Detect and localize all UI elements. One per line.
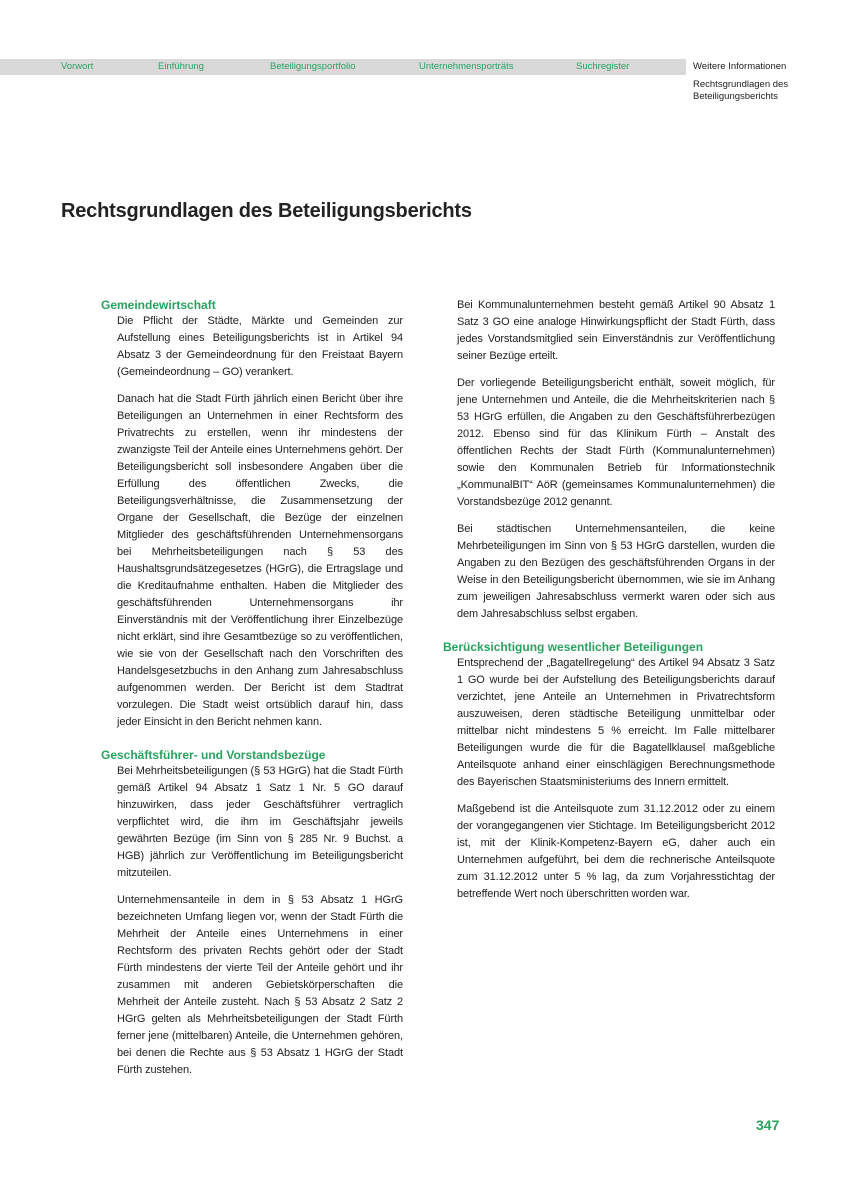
nav-item-suchregister[interactable]: Suchregister bbox=[576, 61, 630, 72]
paragraph: Unternehmensanteile in dem in § 53 Absatz 1 HGrG bezeichneten Umfang liegen vor, wenn der Stadt Fürth die Mehrheit der Anteile eines Unternehmens in einer Rechtsform des privaten Rechts gehört oder der Stadt Fürth mindestens der vierte Teil der Anteile gehört und ihr zusammen mit anderen Gebietskörperschaften die Mehrheit der Anteile zusteht. Nach § 53 Absatz 2 Satz 2 HGrG gelten als Mehrheitsbeteiligungen der Stadt Fürth ferner jene (mittelbaren) Anteile, die Unternehmen gehören, bei denen die Rechte aus § 53 Absatz 1 HGrG der Stadt Fürth zustehen. bbox=[117, 894, 403, 1076]
nav-active-label: Weitere Informationen bbox=[693, 61, 787, 72]
paragraph: Der vorliegende Beteiligungsbericht enthält, soweit möglich, für jene Unternehmen und Anteile, die die Mehrheitskriterien nach § 53 HGrG erfüllen, die Angaben zu den Geschäftsführerbezügen 2012. Ebenso sind für das Klinikum Fürth – Anstalt des öffentlichen Rechts der Stadt Fürth (Kommunalunternehmen) sowie den Kommunalen Betrieb für Informationstechnik „KommunalBIT“ AöR (gemeinsames Kommunalunternehmen) die Vorstandsbezüge 2012 genannt. bbox=[457, 377, 775, 508]
section-heading-beteiligungen: Berücksichtigung wesentlicher Beteiligungen bbox=[443, 640, 704, 654]
paragraph: Bei Mehrheitsbeteiligungen (§ 53 HGrG) hat die Stadt Fürth gemäß Artikel 94 Absatz 1 Satz 1 Nr. 5 GO darauf hinzuwirken, dass jeder Geschäftsführer vertraglich verpflichtet wird, die ihm im Geschäftsjahr jeweils gewährten Bezüge (im Sinn von § 285 Nr. 9 Buchst. a HGB) jährlich zur Veröffentlichung im Beteiligungsbericht mitzuteilen. bbox=[117, 765, 403, 879]
nav-item-weitere-informationen[interactable] bbox=[686, 59, 846, 75]
left-column bbox=[101, 297, 403, 1089]
nav-item-unternehmensportraets[interactable]: Unternehmensporträts bbox=[419, 61, 514, 72]
paragraph: Maßgebend ist die Anteilsquote zum 31.12.2012 oder zu einem der vorangegangenen vier Stichtage. Im Beteiligungsbericht 2012 ist, mit der Klinik-Kompetenz-Bayern eG, daher auch ein Unternehmen aufgeführt, bei dem die rechnerische Anteilsquote zum 31.12.2012 unter 5 % lag, da zum Vorjahresstichtag der betreffende Wert noch überschritten worden war. bbox=[457, 803, 775, 900]
paragraph: Danach hat die Stadt Fürth jährlich einen Bericht über ihre Beteiligungen an Unternehmen in einer Rechtsform des Privatrechts zu erstellen, wenn ihr mindestens der zwanzigste Teil der Anteile eines Unternehmens gehört. Der Beteiligungsbericht soll insbesondere Angaben über die Erfüllung des öffentlichen Zwecks, die Beteiligungsverhältnisse, die Zusammensetzung der Organe der Gesellschaft, die Bezüge der einzelnen Mitglieder des geschäftsführenden Unternehmensorgans bei Mehrheitsbeteiligungen nach § 53 des Haushaltsgrundsätzegesetzes (HGrG), die Ertragslage und die Kreditaufnahme enthalten. Haben die Mitglieder des geschäftsführenden Unternehmensorgans ihr Einverständnis mit der Veröffentlichung ihrer Einzelbezüge nicht erklärt, sind ihre Gesamtbezüge so zu veröffentlichen, wie sie von der Gesellschaft nach den Vorschriften des Handelsgesetzbuchs in den Anhang zum Jahresabschluss aufgenommen werden. Der Bericht ist dem Stadtrat vorzulegen. Die Stadt weist ortsüblich darauf hin, dass jeder Einsicht in den Bericht nehmen kann. bbox=[117, 393, 403, 728]
paragraph: Bei städtischen Unternehmensanteilen, die keine Mehrbeteiligungen im Sinn von § 53 HGrG darstellen, wurden die Angaben zu den Bezügen des geschäftsführenden Organs in der Weise in den Beteiligungsbericht übernommen, wie sie im Anhang zum jeweiligen Jahresabschluss vermerkt waren oder sich aus dem Jahresabschluss selbst ergaben. bbox=[457, 523, 775, 620]
paragraph: Entsprechend der „Bagatellregelung“ des Artikel 94 Absatz 3 Satz 1 GO wurde bei der Aufstellung des Beteiligungsberichts darauf verzichtet, jene Anteile an Unternehmen in Privatrechtsform auszuweisen, deren städtische Beteiligung unmittelbar oder mittelbar nicht mindestens 5 % erreicht. Im Falle mittelbarer Beteiligungen wurde die für die Bagatellklausel maßgebliche Anteilsquote anhand einer einschlägigen Berechnungsmethode des Bayerischen Staatsministeriums des Innern ermittelt. bbox=[457, 657, 775, 788]
nav-item-einfuehrung[interactable]: Einführung bbox=[158, 61, 204, 72]
section-heading-bezuege: Geschäftsführer- und Vorstandsbezüge bbox=[101, 748, 326, 762]
top-navigation bbox=[0, 59, 846, 75]
page-title: Rechtsgrundlagen des Beteiligungsberichts bbox=[61, 200, 472, 222]
right-column bbox=[443, 297, 775, 913]
subnav-item-rechtsgrundlagen[interactable]: Rechtsgrundlagen des Beteiligungsberichts bbox=[693, 79, 789, 102]
page-number: 347 bbox=[756, 1117, 780, 1133]
nav-item-beteiligungsportfolio[interactable]: Beteiligungsportfolio bbox=[270, 61, 356, 72]
paragraph: Bei Kommunalunternehmen besteht gemäß Artikel 90 Absatz 1 Satz 3 GO eine analoge Hinwirkungspflicht der Stadt Fürth, dass jedes Vorstandsmitglied sein Einverständnis zur Veröffentlichung seiner Bezüge erteilt. bbox=[457, 299, 775, 362]
section-heading-gemeindewirtschaft: Gemeindewirtschaft bbox=[101, 298, 216, 312]
nav-item-vorwort[interactable]: Vorwort bbox=[61, 61, 94, 72]
paragraph: Die Pflicht der Städte, Märkte und Gemeinden zur Aufstellung eines Beteiligungsberichts ist in Artikel 94 Absatz 3 der Gemeindeordnung für den Freistaat Bayern (Gemeindeordnung – GO) verankert. bbox=[117, 315, 403, 378]
